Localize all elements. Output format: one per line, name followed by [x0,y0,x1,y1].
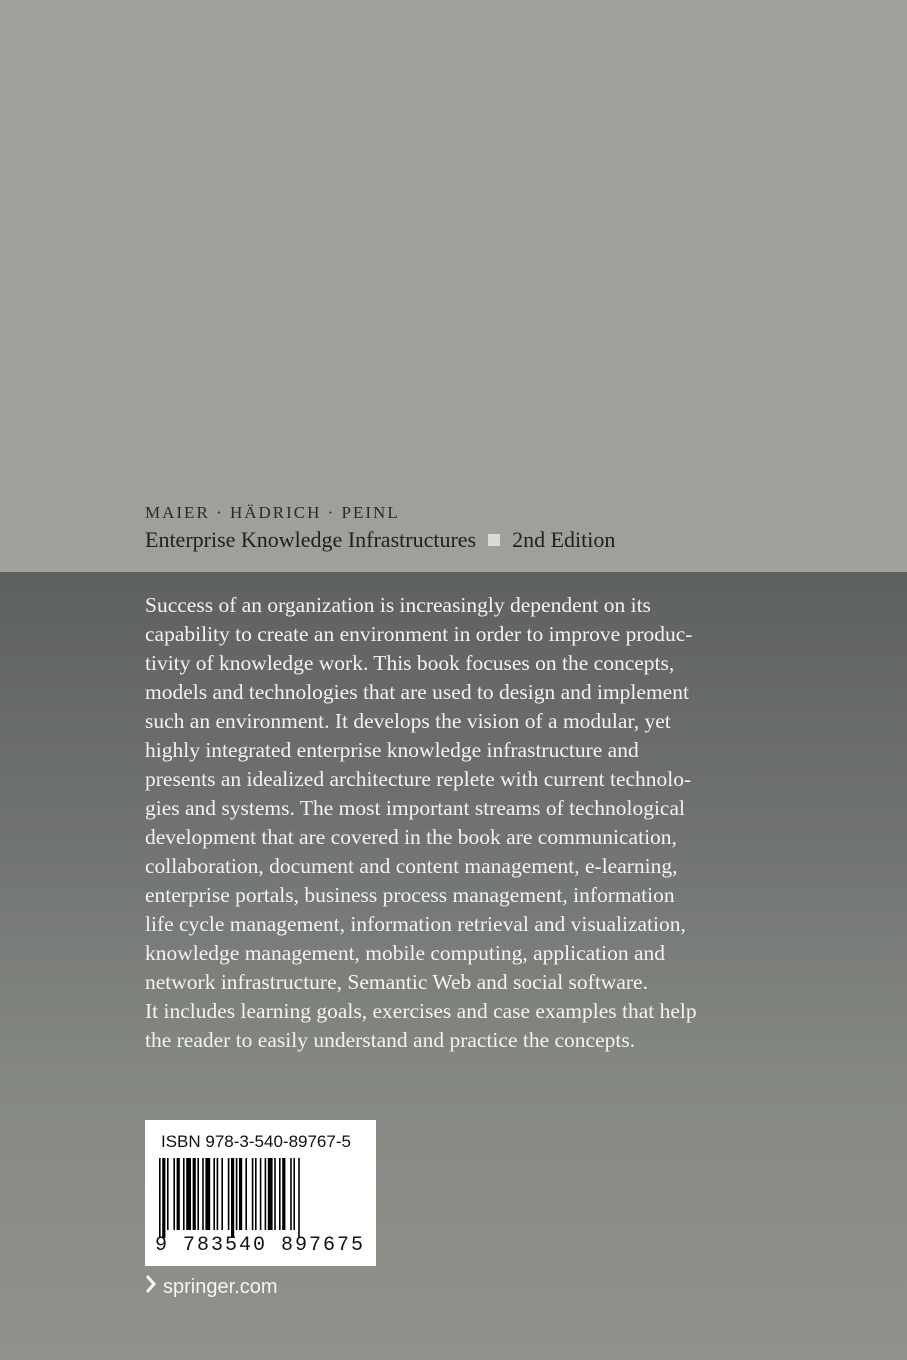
description-line: presents an idealized architecture replete with current technolo- [145,767,692,791]
description-line: highly integrated enterprise knowledge infrastructure and [145,738,639,762]
author-names: MAIER · HÄDRICH · PEINL [145,503,400,522]
title-line [145,527,615,553]
description-line: such an environment. It develops the vision of a modular, yet [145,709,671,733]
description-line: tivity of knowledge work. This book focuses on the concepts, [145,651,675,675]
book-title: Enterprise Knowledge Infrastructures [145,527,477,552]
publisher-url: springer.com [163,1275,278,1298]
upper-cover-panel [0,0,907,572]
description-line: life cycle management, information retrieval and visualization, [145,912,686,936]
publisher-link[interactable] [145,1274,278,1300]
barcode-digits: 9 783540 897675 [155,1234,366,1257]
description-line: capability to create an environment in order to improve produc- [145,622,693,646]
description-line: enterprise portals, business process management, information [145,883,675,907]
isbn-barcode-block [145,1120,376,1266]
description-line: models and technologies that are used to design and implement [145,680,689,704]
isbn-label: ISBN 978-3-540-89767-5 [161,1132,351,1151]
square-separator-icon [488,534,500,546]
description-line: the reader to easily understand and practice the concepts. [145,1028,636,1052]
description-line: It includes learning goals, exercises and case examples that help [145,999,697,1023]
description-line: network infrastructure, Semantic Web and social software. [145,970,648,994]
description-line: collaboration, document and content management, e-learning, [145,854,678,878]
chevron-right-icon [145,1274,157,1300]
description-line: Success of an organization is increasingly dependent on its [145,593,651,617]
book-description [145,591,765,1055]
description-line: gies and systems. The most important streams of technological [145,796,685,820]
edition-label: 2nd Edition [512,527,616,552]
description-line: knowledge management, mobile computing, application and [145,941,666,965]
barcode-icon [159,1158,363,1238]
description-line: development that are covered in the book are communication, [145,825,677,849]
